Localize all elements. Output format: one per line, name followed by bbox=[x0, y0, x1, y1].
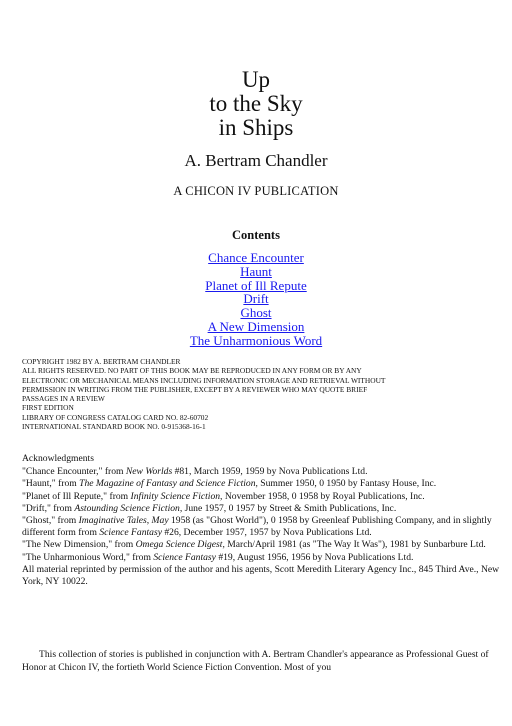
toc-link-a-new-dimension[interactable]: A New Dimension bbox=[207, 318, 305, 334]
toc-link-drift[interactable]: Drift bbox=[243, 291, 269, 307]
title-line: in Ships bbox=[218, 115, 294, 140]
body-text bbox=[22, 648, 500, 674]
copyright-line: ALL RIGHTS RESERVED. NO PART OF THIS BOOK MAY BE REPRODUCED IN ANY FORM OR BY ANY bbox=[22, 366, 362, 376]
copyright-line: INTERNATIONAL STANDARD BOOK NO. 0-915368-16-1 bbox=[22, 422, 206, 432]
title-line: to the Sky bbox=[209, 91, 303, 116]
copyright-block bbox=[22, 357, 497, 431]
toc-link-haunt[interactable]: Haunt bbox=[240, 263, 272, 279]
title-line: Up bbox=[241, 67, 271, 92]
book-title bbox=[0, 68, 512, 140]
copyright-line: PASSAGES IN A REVIEW bbox=[22, 394, 105, 404]
ack-entry: "The New Dimension," from Omega Science Digest, March/April 1981 (as "The Way It Was"), 1981 by Sunbarbure Ltd. "The Unharmonious Word," from Science Fantasy #19, August 1956, 1956 by Nova Publications Ltd. bbox=[22, 539, 486, 563]
copyright-line: FIRST EDITION bbox=[22, 403, 74, 413]
ack-entry: "Haunt," from The Magazine of Fantasy and Science Fiction, Summer 1950, 0 1950 by Fantasy House, Inc. bbox=[22, 478, 437, 490]
body-paragraph: This collection of stories is published in conjunction with A. Bertram Chandler's appearance as Professional Guest of Honor at Chicon IV, the fortieth World Science Fiction Convention. Most of you bbox=[22, 649, 489, 673]
ack-entry: "Planet of Ill Repute," from Infinity Science Fiction, November 1958, 0 1958 by Royal Publications, Inc. bbox=[22, 490, 425, 502]
ack-closing: All material reprinted by permission of the author and his agents, Scott Meredith Literary Agency Inc., 845 Third Ave., New York, NY 10022. bbox=[22, 563, 500, 588]
table-of-contents bbox=[0, 251, 512, 348]
toc-link-chance-encounter[interactable]: Chance Encounter bbox=[208, 250, 304, 265]
toc-link-the-unharmonious-word[interactable]: The Unharmonious Word bbox=[189, 332, 323, 348]
author-name: A. Bertram Chandler bbox=[184, 151, 328, 170]
toc-link-ghost[interactable]: Ghost bbox=[240, 305, 272, 321]
copyright-line: PERMISSION IN WRITING FROM THE PUBLISHER, EXCEPT BY A REVIEWER WHO MAY QUOTE BRIEF bbox=[22, 384, 368, 394]
ack-entry: "Chance Encounter," from New Worlds #81, March 1959, 1959 by Nova Publications Ltd. bbox=[22, 466, 368, 478]
publication-line: A CHICON IV PUBLICATION bbox=[173, 184, 339, 198]
acknowledgments bbox=[22, 453, 500, 588]
ack-entry: "Ghost," from Imaginative Tales, May 1958 (as "Ghost World"), 0 1958 by Greenleaf Publishing Company, and in slightly different form from Science Fantasy #26, December 1957, 1957 by Nova Publications Ltd. bbox=[22, 515, 492, 539]
ack-entry: "Drift," from Astounding Science Fiction, June 1957, 0 1957 by Street & Smith Publications, Inc. bbox=[22, 502, 397, 514]
copyright-line: LIBRARY OF CONGRESS CATALOG CARD NO. 82-60702 bbox=[22, 412, 209, 422]
copyright-line: COPYRIGHT 1982 BY A. BERTRAM CHANDLER bbox=[22, 357, 181, 366]
contents-heading: Contents bbox=[232, 228, 280, 242]
toc-link-planet-of-ill-repute[interactable]: Planet of Ill Repute bbox=[205, 277, 307, 293]
acknowledgments-heading: Acknowledgments bbox=[22, 453, 94, 464]
copyright-line: ELECTRONIC OR MECHANICAL MEANS INCLUDING INFORMATION STORAGE AND RETRIEVAL WITHOUT bbox=[22, 375, 386, 385]
